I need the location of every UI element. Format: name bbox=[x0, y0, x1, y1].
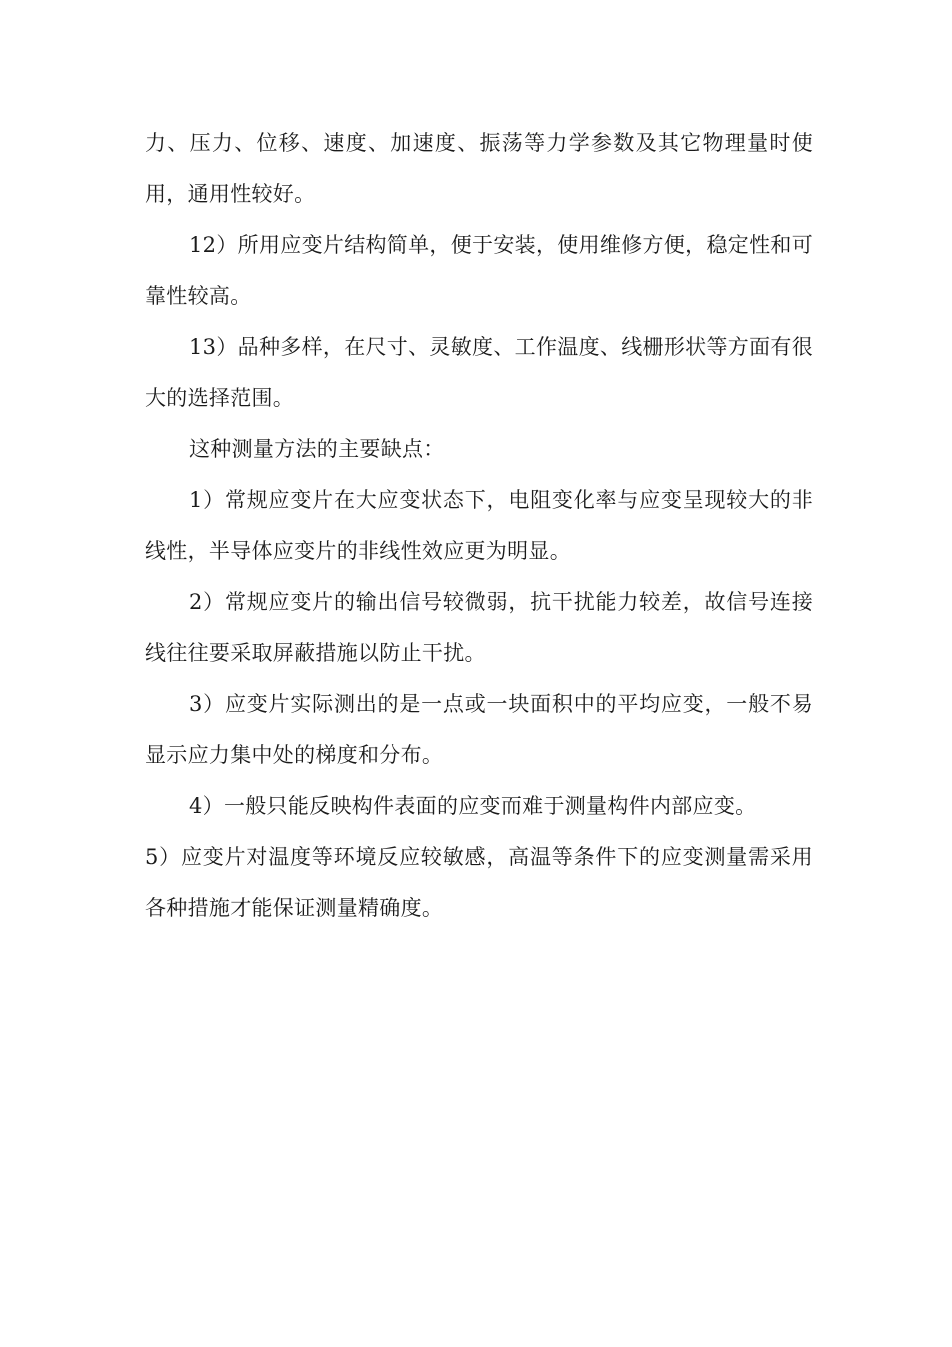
paragraph-disadvantage-2: 2）常规应变片的输出信号较微弱，抗干扰能力较差，故信号连接线往往要采取屏蔽措施以防止干扰。 bbox=[145, 590, 813, 665]
paragraph-advantage-13: 13）品种多样，在尺寸、灵敏度、工作温度、线栅形状等方面有很大的选择范围。 bbox=[145, 335, 813, 410]
paragraph-disadvantage-5: 5）应变片对温度等环境反应较敏感，高温等条件下的应变测量需采用各种措施才能保证测量精确度。 bbox=[145, 845, 813, 920]
document-body bbox=[145, 118, 813, 934]
paragraph-disadvantage-4: 4）一般只能反映构件表面的应变而难于测量构件内部应变。 bbox=[189, 794, 757, 818]
paragraph-continuation: 力、压力、位移、速度、加速度、振荡等力学参数及其它物理量时使用，通用性较好。 bbox=[145, 131, 813, 206]
paragraph-disadvantages-heading: 这种测量方法的主要缺点： bbox=[189, 437, 445, 461]
paragraph-advantage-12: 12）所用应变片结构简单，便于安装，使用维修方便，稳定性和可靠性较高。 bbox=[145, 233, 813, 308]
paragraph-disadvantage-1: 1）常规应变片在大应变状态下，电阻变化率与应变呈现较大的非线性，半导体应变片的非线性效应更为明显。 bbox=[145, 488, 813, 563]
paragraph-disadvantage-3: 3）应变片实际测出的是一点或一块面积中的平均应变，一般不易显示应力集中处的梯度和分布。 bbox=[145, 692, 813, 767]
